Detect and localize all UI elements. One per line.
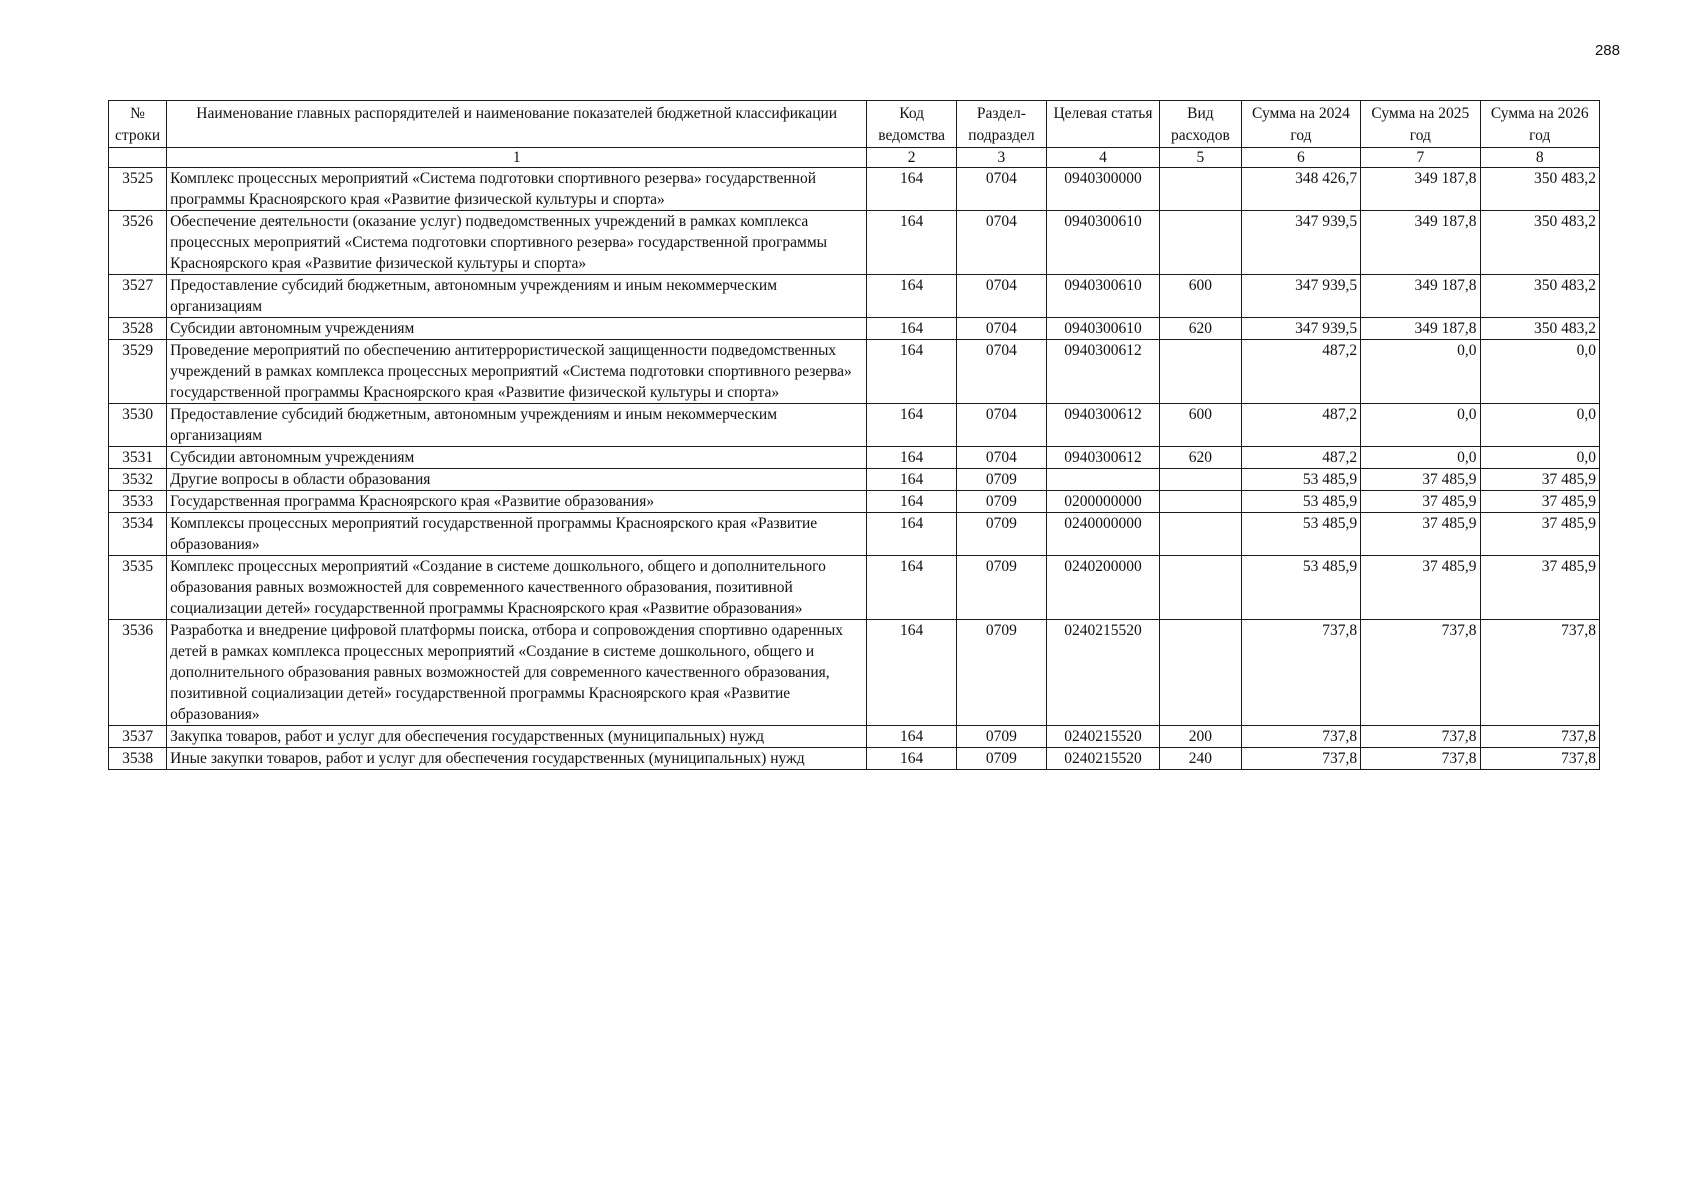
row-sum-2026: 0,0 [1480,447,1599,469]
row-number: 3528 [109,318,167,340]
column-number: 1 [167,148,867,168]
row-expense-type [1160,556,1242,620]
row-name: Предоставление субсидий бюджетным, автономным учреждениям и иным некоммерческим организациям [167,404,867,447]
row-name: Субсидии автономным учреждениям [167,447,867,469]
row-sum-2024: 487,2 [1241,404,1360,447]
row-dept-code: 164 [867,168,957,211]
table-row [109,469,1600,491]
row-number: 3527 [109,275,167,318]
row-sum-2024: 53 485,9 [1241,469,1360,491]
row-target: 0940300612 [1046,340,1159,404]
column-number: 8 [1480,148,1599,168]
row-sum-2024: 347 939,5 [1241,211,1360,275]
row-sum-2025: 37 485,9 [1361,513,1480,556]
row-expense-type [1160,211,1242,275]
row-section: 0704 [957,275,1047,318]
row-target: 0940300610 [1046,318,1159,340]
row-dept-code: 164 [867,556,957,620]
row-sum-2024: 53 485,9 [1241,491,1360,513]
row-sum-2026: 0,0 [1480,340,1599,404]
row-target: 0940300610 [1046,211,1159,275]
row-name: Разработка и внедрение цифровой платформы поиска, отбора и сопровождения спортивно одаренных детей в рамках комплекса процессных мероприятий «Создание в системе дошкольного, общего и дополнительного образования равных возможностей для современного качественного образования, позитивной социализации детей» государственной программы Красноярского края «Развитие образования» [167,620,867,726]
row-sum-2025: 349 187,8 [1361,168,1480,211]
column-number: 5 [1160,148,1242,168]
row-expense-type [1160,620,1242,726]
row-expense-type: 600 [1160,404,1242,447]
row-expense-type: 600 [1160,275,1242,318]
row-dept-code: 164 [867,340,957,404]
row-dept-code: 164 [867,491,957,513]
row-sum-2025: 0,0 [1361,340,1480,404]
table-row [109,556,1600,620]
row-number: 3537 [109,726,167,748]
row-section: 0709 [957,469,1047,491]
row-sum-2025: 0,0 [1361,447,1480,469]
row-target: 0940300610 [1046,275,1159,318]
row-expense-type [1160,513,1242,556]
table-header-row [109,101,1600,148]
table-row [109,447,1600,469]
row-sum-2026: 350 483,2 [1480,168,1599,211]
row-sum-2024: 487,2 [1241,340,1360,404]
row-sum-2026: 37 485,9 [1480,513,1599,556]
row-name: Проведение мероприятий по обеспечению антитеррористической защищенности подведомственных учреждений в рамках комплекса процессных мероприятий «Система подготовки спортивного резерва» государственной программы Красноярского края «Развитие физической культуры и спорта» [167,340,867,404]
row-number: 3532 [109,469,167,491]
budget-table [108,100,1600,770]
row-dept-code: 164 [867,620,957,726]
row-expense-type [1160,491,1242,513]
row-target: 0240215520 [1046,748,1159,770]
header-section: Раздел-подраздел [957,101,1047,148]
column-number: 2 [867,148,957,168]
row-target: 0240200000 [1046,556,1159,620]
row-section: 0709 [957,491,1047,513]
table-row [109,211,1600,275]
row-expense-type: 240 [1160,748,1242,770]
row-sum-2024: 737,8 [1241,748,1360,770]
row-target: 0240000000 [1046,513,1159,556]
row-target: 0940300612 [1046,447,1159,469]
row-target [1046,469,1159,491]
row-sum-2025: 737,8 [1361,726,1480,748]
row-section: 0709 [957,620,1047,726]
row-sum-2026: 0,0 [1480,404,1599,447]
row-sum-2026: 737,8 [1480,726,1599,748]
row-sum-2026: 37 485,9 [1480,469,1599,491]
header-dept-code: Код ведомства [867,101,957,148]
row-name: Государственная программа Красноярского края «Развитие образования» [167,491,867,513]
row-sum-2026: 37 485,9 [1480,491,1599,513]
row-sum-2025: 349 187,8 [1361,211,1480,275]
row-name: Комплексы процессных мероприятий государственной программы Красноярского края «Развитие образования» [167,513,867,556]
row-section: 0709 [957,513,1047,556]
row-number: 3535 [109,556,167,620]
row-expense-type [1160,469,1242,491]
header-expense-type: Вид расходов [1160,101,1242,148]
row-sum-2025: 349 187,8 [1361,318,1480,340]
table-row [109,318,1600,340]
row-number: 3526 [109,211,167,275]
table-body [109,168,1600,770]
row-target: 0240215520 [1046,620,1159,726]
row-name: Иные закупки товаров, работ и услуг для обеспечения государственных (муниципальных) нужд [167,748,867,770]
header-target: Целевая статья [1046,101,1159,148]
row-sum-2024: 347 939,5 [1241,275,1360,318]
row-number: 3530 [109,404,167,447]
row-name: Другие вопросы в области образования [167,469,867,491]
row-number: 3525 [109,168,167,211]
header-sum-2025: Сумма на 2025 год [1361,101,1480,148]
row-sum-2025: 737,8 [1361,748,1480,770]
row-section: 0709 [957,556,1047,620]
row-target: 0240215520 [1046,726,1159,748]
column-number [109,148,167,168]
row-expense-type: 620 [1160,318,1242,340]
row-name: Комплекс процессных мероприятий «Система подготовки спортивного резерва» государственной программы Красноярского края «Развитие физической культуры и спорта» [167,168,867,211]
row-section: 0704 [957,340,1047,404]
row-section: 0704 [957,447,1047,469]
row-dept-code: 164 [867,513,957,556]
row-section: 0704 [957,211,1047,275]
row-number: 3533 [109,491,167,513]
column-numbers-row [109,148,1600,168]
row-name: Субсидии автономным учреждениям [167,318,867,340]
page-number: 288 [1594,42,1620,59]
row-sum-2025: 37 485,9 [1361,469,1480,491]
table-row [109,726,1600,748]
column-number: 4 [1046,148,1159,168]
row-number: 3534 [109,513,167,556]
row-sum-2026: 350 483,2 [1480,318,1599,340]
table-row [109,404,1600,447]
row-sum-2024: 53 485,9 [1241,556,1360,620]
row-target: 0940300000 [1046,168,1159,211]
row-sum-2025: 37 485,9 [1361,491,1480,513]
header-row-no: № строки [109,101,167,148]
row-section: 0709 [957,748,1047,770]
table-row [109,491,1600,513]
row-section: 0704 [957,168,1047,211]
table-row [109,168,1600,211]
row-name: Комплекс процессных мероприятий «Создание в системе дошкольного, общего и дополнительного образования равных возможностей для современного качественного образования, позитивной социализации детей» государственной программы Красноярского края «Развитие образования» [167,556,867,620]
row-sum-2024: 53 485,9 [1241,513,1360,556]
row-section: 0704 [957,318,1047,340]
table-row [109,620,1600,726]
row-sum-2026: 737,8 [1480,748,1599,770]
row-sum-2026: 350 483,2 [1480,211,1599,275]
column-number: 6 [1241,148,1360,168]
header-sum-2024: Сумма на 2024 год [1241,101,1360,148]
row-sum-2026: 737,8 [1480,620,1599,726]
row-sum-2026: 37 485,9 [1480,556,1599,620]
row-number: 3529 [109,340,167,404]
row-sum-2024: 347 939,5 [1241,318,1360,340]
row-dept-code: 164 [867,404,957,447]
row-section: 0709 [957,726,1047,748]
row-section: 0704 [957,404,1047,447]
header-name: Наименование главных распорядителей и наименование показателей бюджетной классификации [167,101,867,148]
row-expense-type [1160,168,1242,211]
row-dept-code: 164 [867,469,957,491]
row-sum-2025: 349 187,8 [1361,275,1480,318]
row-dept-code: 164 [867,318,957,340]
row-sum-2026: 350 483,2 [1480,275,1599,318]
row-target: 0940300612 [1046,404,1159,447]
row-expense-type: 620 [1160,447,1242,469]
column-number: 3 [957,148,1047,168]
row-number: 3538 [109,748,167,770]
row-number: 3531 [109,447,167,469]
table-row [109,275,1600,318]
row-number: 3536 [109,620,167,726]
row-sum-2025: 37 485,9 [1361,556,1480,620]
row-sum-2024: 348 426,7 [1241,168,1360,211]
row-name: Предоставление субсидий бюджетным, автономным учреждениям и иным некоммерческим организациям [167,275,867,318]
row-dept-code: 164 [867,275,957,318]
row-dept-code: 164 [867,447,957,469]
row-dept-code: 164 [867,211,957,275]
row-target: 0200000000 [1046,491,1159,513]
row-name: Закупка товаров, работ и услуг для обеспечения государственных (муниципальных) нужд [167,726,867,748]
header-sum-2026: Сумма на 2026 год [1480,101,1599,148]
row-expense-type: 200 [1160,726,1242,748]
table-row [109,513,1600,556]
row-dept-code: 164 [867,748,957,770]
row-expense-type [1160,340,1242,404]
row-sum-2024: 487,2 [1241,447,1360,469]
row-name: Обеспечение деятельности (оказание услуг) подведомственных учреждений в рамках комплекса процессных мероприятий «Система подготовки спортивного резерва» государственной программы Красноярского края «Развитие физической культуры и спорта» [167,211,867,275]
row-sum-2024: 737,8 [1241,726,1360,748]
column-number: 7 [1361,148,1480,168]
row-dept-code: 164 [867,726,957,748]
row-sum-2024: 737,8 [1241,620,1360,726]
table-row [109,340,1600,404]
row-sum-2025: 737,8 [1361,620,1480,726]
row-sum-2025: 0,0 [1361,404,1480,447]
table-row [109,748,1600,770]
